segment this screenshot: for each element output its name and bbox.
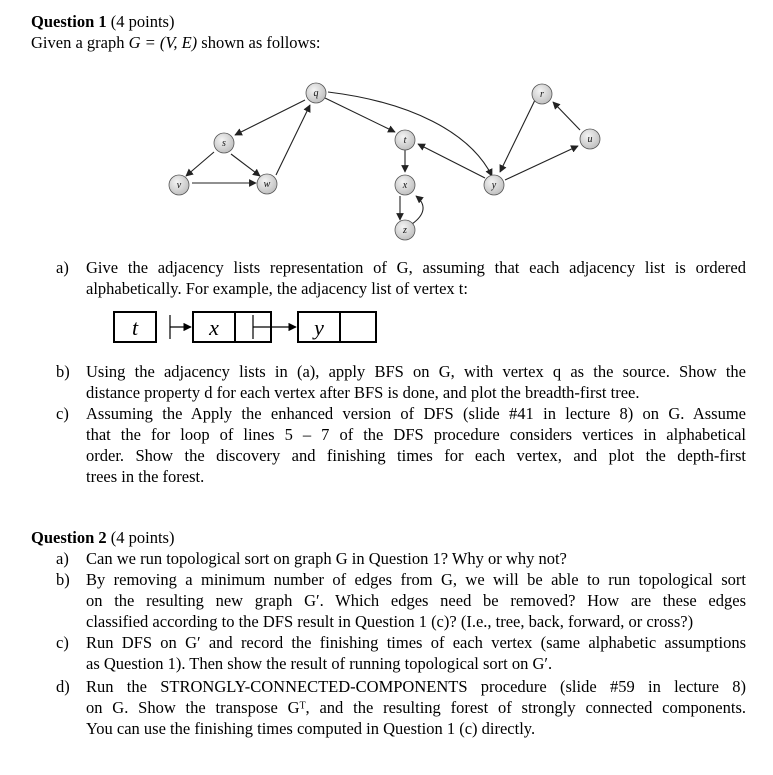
question-2-points: (4 points)	[110, 528, 175, 547]
q1-part-c: c) Assuming the Apply the enhanced version of DFS (slide #41 in lecture 8) on G. Assume that the for loop of lines 5 – 7 of the DFS procedure considers vertices in alphabetical order. Show the discovery and finishing times for each vertex, and plot the depth-first trees in the forest.	[56, 404, 746, 486]
q1-part-b: b) Using the adjacency lists in (a), apply BFS on G, with vertex q as the source. Show the distance property d for each vertex after BFS is done, and plot the breadth-first tree.	[56, 362, 746, 402]
q2-part-b: b) By removing a minimum number of edges from G, we will be able to run topological sort on the resulting new graph G′. Which edges need be removed? How are these edges classified according to the DFS result in Question 1 (c)? (I.e., tree, back, forward, or cross?)	[56, 570, 746, 631]
edge-r-y	[500, 100, 535, 172]
q1-part-c-label: c)	[56, 404, 69, 423]
vertex-label-x: x	[402, 180, 408, 191]
q1-part-a-label: a)	[56, 258, 69, 277]
vertex-label-q: q	[313, 88, 319, 99]
q2-part-c: c) Run DFS on G′ and record the finishing times of each vertex (same alphabetic assumptions as Question 1). Then show the result of running topological sort on G′.	[56, 633, 746, 673]
adj-head-label: t	[131, 315, 139, 340]
edge-z-x	[412, 196, 423, 224]
q1-part-b-label: b)	[56, 362, 70, 381]
adjacency-list-example	[112, 310, 387, 346]
vertex-label-z: z	[403, 225, 407, 236]
vertex-label-v: v	[176, 180, 182, 191]
vertex-label-w: w	[263, 179, 271, 190]
question-1-points: (4 points)	[110, 12, 175, 31]
edge-s-v	[186, 152, 214, 176]
graph-notation: G = (V, E)	[128, 33, 198, 52]
adj-node-y-next	[340, 312, 376, 342]
q2-part-a: a) Can we run topological sort on graph G in Question 1? Why or why not?	[56, 549, 567, 568]
vertex-label-u: u	[587, 134, 593, 145]
q1-part-a: a) Give the adjacency lists representation of G, assuming that each adjacency list is ordered alphabetically. For example, the adjacency list of vertex t:	[56, 258, 746, 298]
question-2-title: Question 2	[31, 528, 107, 547]
question-2-header	[31, 527, 174, 548]
edge-s-w	[231, 154, 260, 176]
q2-part-d: d) Run the STRONGLY-CONNECTED-COMPONENTS procedure (slide #59 in lecture 8) on G. Show the transpose Gᵀ, and the resulting forest of strongly connected components. You can use the finishing times computed in Question 1 (c) directly.	[56, 677, 746, 738]
q2-part-a-label: a)	[56, 549, 69, 568]
vertex-label-s: s	[222, 138, 226, 149]
adj-node-y-label: y	[314, 315, 324, 340]
edge-q-s	[235, 100, 305, 135]
question-1-header	[31, 11, 174, 32]
q2-part-d-label: d)	[56, 677, 70, 696]
question-1-intro: Given a graph G = (V, E) shown as follows:	[31, 33, 321, 52]
vertex-label-t: t	[403, 135, 407, 146]
edge-y-t	[418, 144, 485, 178]
q2-part-c-label: c)	[56, 633, 69, 652]
vertex-label-y: y	[491, 180, 497, 191]
edge-w-q	[276, 105, 310, 175]
vertex-label-r: r	[540, 89, 544, 100]
graph-figure	[150, 72, 620, 242]
question-1-title: Question 1	[31, 12, 107, 31]
adj-node-x-label: x	[209, 315, 219, 340]
edge-y-u	[505, 146, 578, 180]
q2-part-b-label: b)	[56, 570, 70, 589]
edge-u-r	[553, 102, 580, 130]
